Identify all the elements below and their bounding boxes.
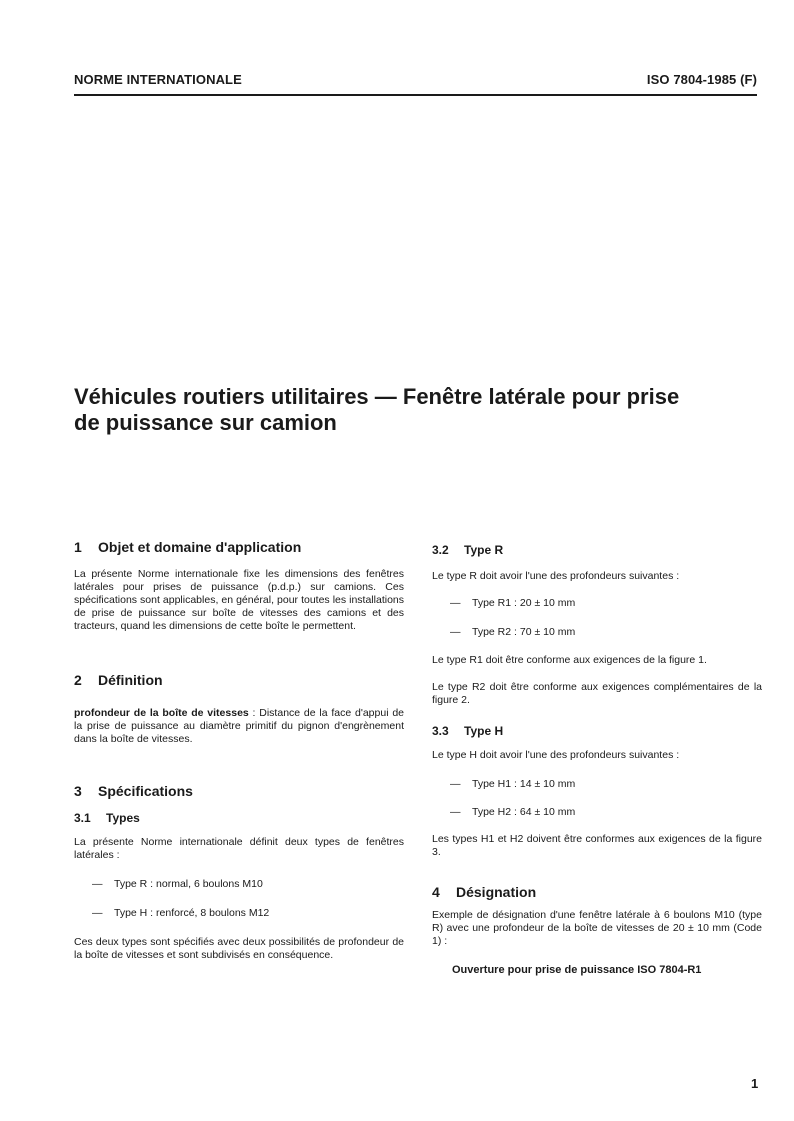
section-4-text: Exemple de désignation d'une fenêtre latérale à 6 boulons M10 (type R) avec une profondeur de la boîte de vitesses de 20 ± 10 mm (Code 1) : xyxy=(432,909,762,947)
section-2-text xyxy=(74,707,404,746)
section-number: 3.3 xyxy=(432,724,449,738)
section-1-text: La présente Norme internationale fixe les dimensions des fenêtres latérales pour prises de puissance (p.d.p.) sur camions. Ces spécifications sont applicables, en général, pour toutes les installations de prise de puissance sur boîte de vitesses des camions et des tracteurs, quand les dimensions de cette boîte le permettent. xyxy=(74,568,404,632)
list-item-text: Type H1 : 14 ± 10 mm xyxy=(472,778,576,790)
header-rule xyxy=(74,94,757,96)
header-right: ISO 7804-1985 (F) xyxy=(646,72,757,87)
section-title: Types xyxy=(106,811,140,825)
type-r-list xyxy=(432,597,762,639)
section-title: Définition xyxy=(98,672,163,688)
section-title: Type R xyxy=(464,543,504,557)
section-3-3-heading xyxy=(432,723,762,739)
list-item: — Type R1 : 20 ± 10 mm xyxy=(450,597,576,609)
section-3-1-intro: La présente Norme internationale définit deux types de fenêtres latérales : xyxy=(74,836,404,861)
header-left: NORME INTERNATIONALE xyxy=(74,72,242,87)
section-number: 3.2 xyxy=(432,543,449,557)
left-column xyxy=(74,538,404,962)
list-item-text: Type H : renforcé, 8 boulons M12 xyxy=(114,907,270,919)
section-title: Type H xyxy=(464,724,504,738)
types-list xyxy=(74,878,404,920)
section-3-2-p2: Le type R2 doit être conforme aux exigences complémentaires de la figure 2. xyxy=(432,681,762,706)
title-line-1: Véhicules routiers utilitaires — Fenêtre latérale pour prise xyxy=(74,384,680,409)
section-3-heading xyxy=(74,782,404,800)
section-number: 3.1 xyxy=(74,811,91,825)
designation-example: Ouverture pour prise de puissance ISO 7804-R1 xyxy=(452,964,702,976)
section-title: Désignation xyxy=(456,884,537,900)
list-item: — Type R : normal, 6 boulons M10 xyxy=(92,878,263,890)
defined-term: profondeur de la boîte de vitesses xyxy=(74,707,249,719)
section-title: Spécifications xyxy=(98,783,193,799)
section-3-2-heading xyxy=(432,542,762,558)
title-line-2: de puissance sur camion xyxy=(74,410,337,435)
document-title xyxy=(74,384,764,436)
list-item: — Type H1 : 14 ± 10 mm xyxy=(450,778,576,790)
section-3-3-p1: Les types H1 et H2 doivent être conformes aux exigences de la figure 3. xyxy=(432,833,762,858)
definition-text: : Distance de la face d'appui de la prise de puissance au diamètre primitif du pignon d'engrènement dans la boîte de vitesses. xyxy=(74,707,405,745)
section-3-2-p1: Le type R1 doit être conforme aux exigences de la figure 1. xyxy=(432,654,707,666)
section-number: 4 xyxy=(432,884,440,900)
list-item: — Type H2 : 64 ± 10 mm xyxy=(450,806,576,818)
list-item-text: Type H2 : 64 ± 10 mm xyxy=(472,806,576,818)
section-number: 1 xyxy=(74,539,82,555)
section-number: 3 xyxy=(74,783,82,799)
section-number: 2 xyxy=(74,672,82,688)
right-column xyxy=(432,542,762,977)
list-item-text: Type R : normal, 6 boulons M10 xyxy=(114,878,263,890)
section-3-2-intro: Le type R doit avoir l'une des profondeurs suivantes : xyxy=(432,570,680,582)
section-4-heading xyxy=(432,883,762,901)
section-2-heading xyxy=(74,671,404,689)
section-3-3-intro: Le type H doit avoir l'une des profondeurs suivantes : xyxy=(432,749,680,761)
section-3-1-heading xyxy=(74,810,404,826)
section-title: Objet et domaine d'application xyxy=(98,539,302,555)
list-item: — Type H : renforcé, 8 boulons M12 xyxy=(92,907,270,919)
type-h-list xyxy=(432,778,762,819)
page-header xyxy=(74,72,757,87)
list-item-text: Type R1 : 20 ± 10 mm xyxy=(472,597,576,609)
list-item: — Type R2 : 70 ± 10 mm xyxy=(450,626,576,638)
page-number: 1 xyxy=(751,1076,759,1091)
section-1-heading xyxy=(74,538,404,556)
list-item-text: Type R2 : 70 ± 10 mm xyxy=(472,626,576,638)
section-3-1-outro: Ces deux types sont spécifiés avec deux possibilités de profondeur de la boîte de vitesses et sont subdivisés en conséquence. xyxy=(74,936,404,961)
